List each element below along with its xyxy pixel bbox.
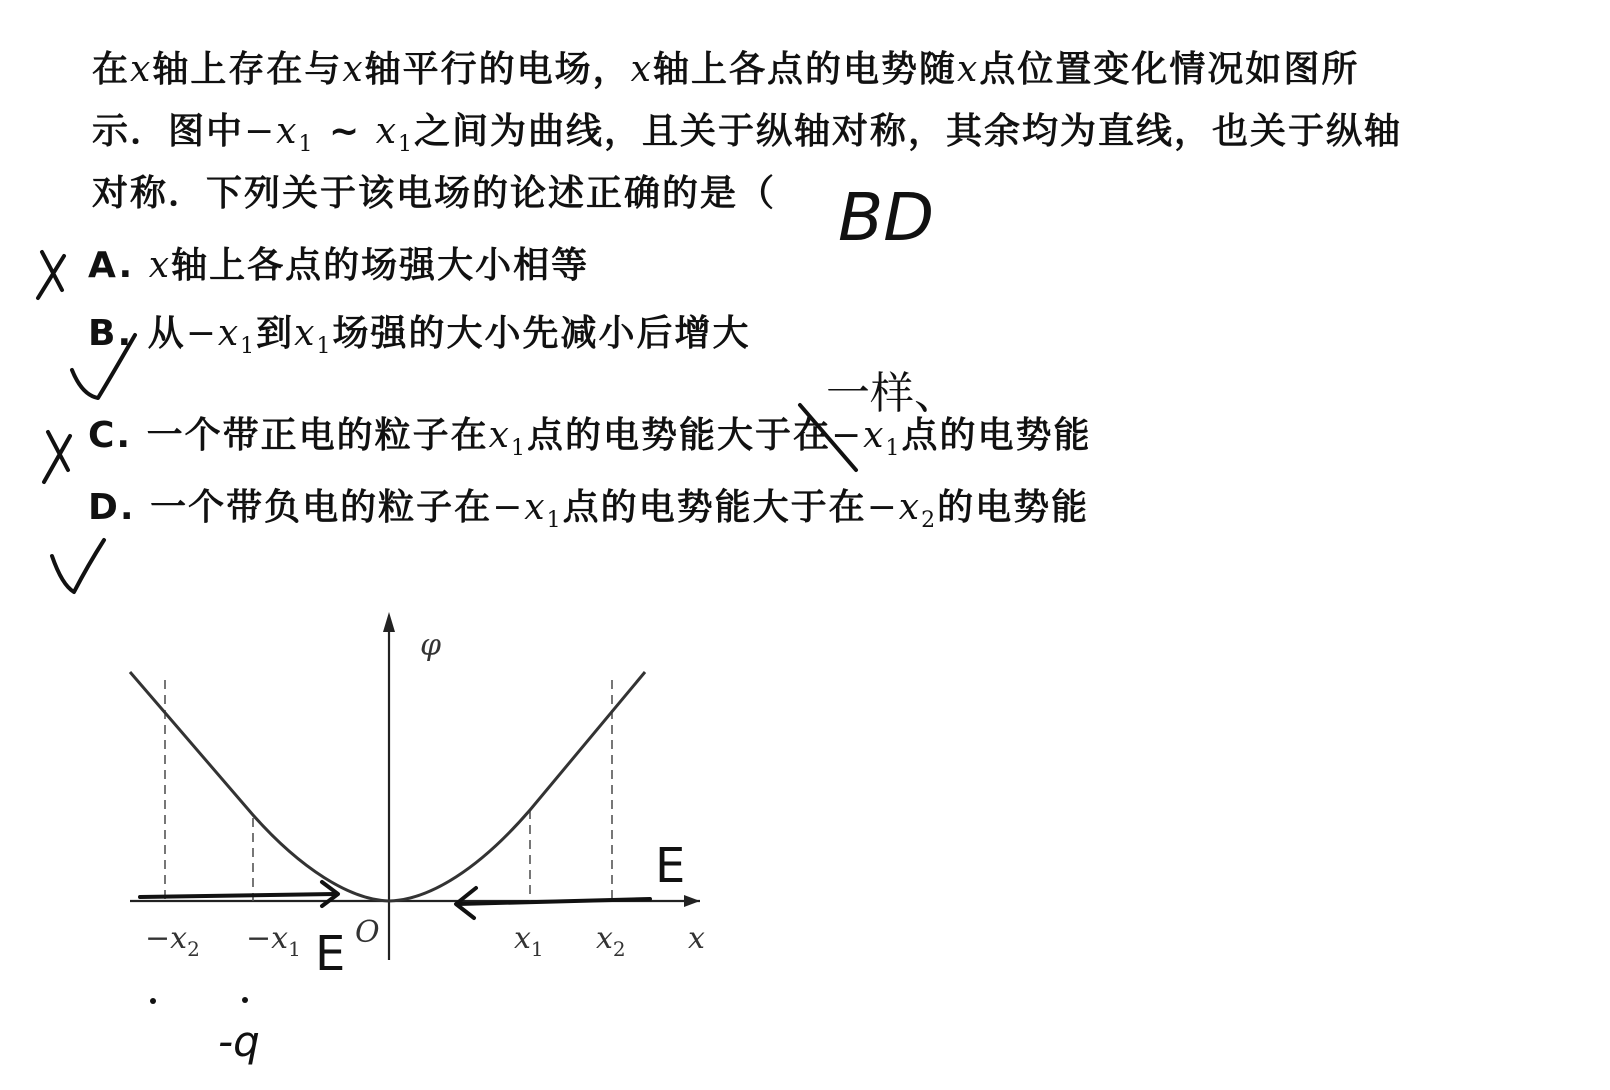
option-letter: B.: [88, 313, 134, 354]
math-sub: 1: [546, 508, 563, 534]
option-text: 到: [256, 313, 295, 354]
handwritten-e-right: E: [655, 838, 686, 894]
tick-neg-x2: $-x_2$: [145, 921, 200, 961]
math-sub: 1: [240, 334, 257, 360]
handwritten-charge: -q: [218, 1017, 260, 1066]
field-arrow-right: [458, 899, 650, 904]
tick-neg-x1: $-x_1$: [246, 921, 301, 961]
option-text: 点的电势能大于在: [526, 415, 831, 456]
option-text: 从: [147, 313, 186, 354]
cross-mark-a: [38, 252, 64, 298]
option-text: 的电势能: [937, 487, 1090, 528]
math-sub: 1: [398, 132, 415, 158]
math-x: x: [130, 49, 153, 90]
x-axis-arrow: [684, 895, 700, 907]
option-letter: D.: [88, 487, 136, 528]
text-segment: 点位置变化情况如图所: [979, 49, 1360, 90]
math-var: −x: [185, 313, 241, 354]
math-var: −x: [831, 415, 886, 456]
cross-mark-c: [44, 432, 70, 482]
tilde: ~: [314, 111, 376, 152]
handwritten-answer: BD: [838, 179, 935, 256]
check-mark-d: [52, 540, 104, 592]
math-x: x: [148, 245, 172, 286]
math-var: −x: [866, 487, 922, 528]
text-segment: 在: [92, 49, 131, 90]
option-text: 点的电势能大于在: [562, 487, 867, 528]
potential-graph: [130, 612, 705, 961]
math-sub: 2: [921, 508, 938, 534]
check-mark-b: [72, 335, 135, 398]
origin-label: O: [355, 915, 380, 950]
text-segment: 轴平行的电场，: [364, 49, 631, 90]
text-segment: 对称．下列关于该电场的论述正确的是（: [92, 173, 777, 214]
potential-curve: [130, 672, 645, 901]
math-var: −x: [492, 487, 547, 528]
math-x: x: [342, 49, 365, 90]
math-sub: 1: [885, 436, 902, 462]
option-text: 轴上各点的场强大小相等: [171, 245, 590, 286]
option-letter: C.: [88, 415, 133, 456]
option-text: 点的电势能: [901, 415, 1092, 456]
handwritten-e-left: E: [315, 926, 346, 982]
option-text: 场强的大小先减小后增大: [332, 313, 751, 354]
text-segment: 轴上各点的电势随: [652, 49, 957, 90]
math-sub: 1: [298, 132, 315, 158]
math-var: x: [294, 313, 317, 354]
math-x: x: [957, 49, 980, 90]
option-text: 一个带负电的粒子在: [150, 487, 493, 528]
text-segment: 之间为曲线，且关于纵轴对称，其余均为直线，也关于纵轴: [414, 111, 1403, 152]
y-axis-label: φ: [420, 628, 442, 663]
math-var: x: [488, 415, 511, 456]
math-sub: 1: [316, 334, 333, 360]
option-letter: A.: [88, 245, 135, 286]
math-x: x: [630, 49, 653, 90]
charge-dot-2: [242, 997, 248, 1003]
text-segment: 示．图中: [92, 111, 245, 152]
option-text: 一个带正电的粒子在: [146, 415, 489, 456]
math-var: x: [375, 111, 399, 152]
charge-dot-1: [150, 998, 156, 1004]
x-axis-label: x: [688, 921, 705, 956]
y-axis-arrow: [383, 612, 395, 632]
tick-x2: $x_2$: [596, 921, 626, 961]
handwritten-note: 一样、: [826, 368, 958, 419]
text-segment: 轴上存在与: [152, 49, 343, 90]
field-arrow-left: [140, 894, 335, 897]
math-sub: 1: [510, 436, 527, 462]
math-var: −x: [244, 111, 299, 152]
tick-x1: $x_1$: [514, 921, 544, 961]
